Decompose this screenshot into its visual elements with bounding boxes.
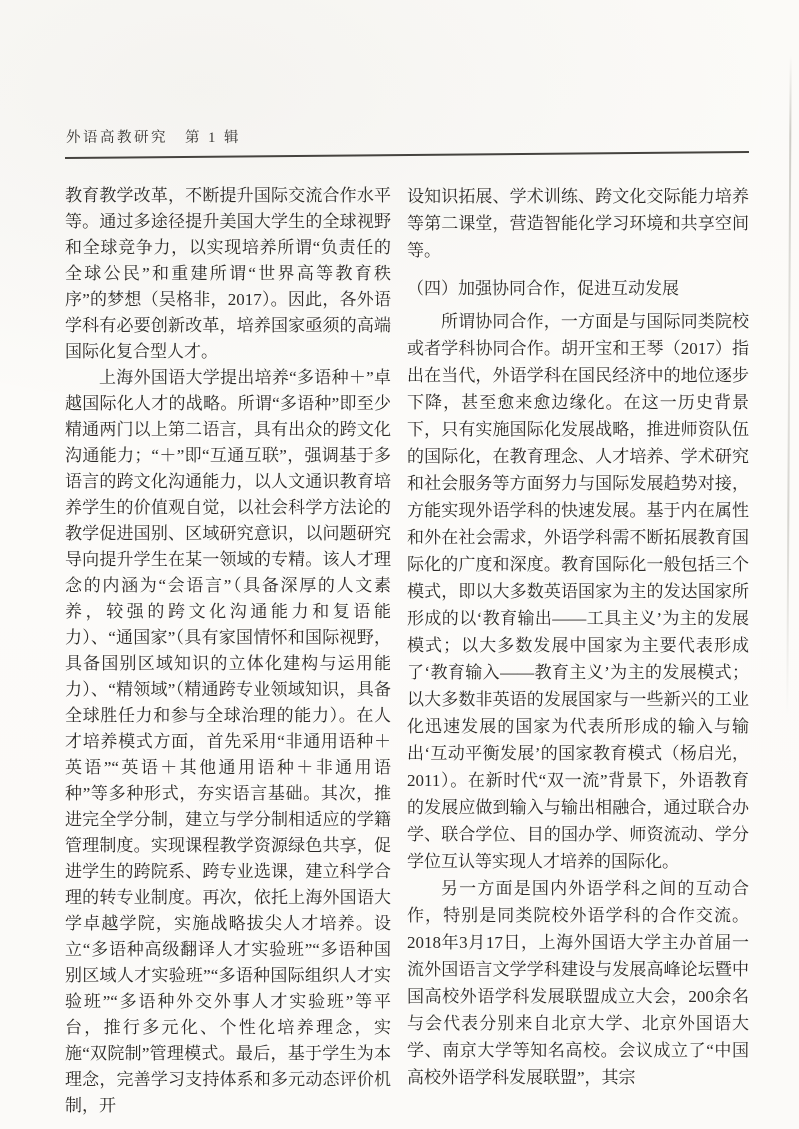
right-paragraph-continuation: 设知识拓展、学术训练、跨文化交际能力培养等第二课堂，营造智能化学习环境和共享空间等。	[407, 187, 749, 260]
right-paragraph-3: 另一方面是国内外语学科之间的互动合作，特别是同类院校外语学科的合作交流。2018年3月17日，上海外国语大学主办首届一流外国语言文学学科建设与发展高峰论坛暨中国高校外语学科发展联盟成立大会，200余名与会代表分别来自北京大学、北京外国语大学、南京大学等知名高校。会议成立了“中国高校外语学科发展联盟”，其宗	[407, 879, 749, 1087]
left-paragraph-continuation: 教育教学改革，不断提升国际交流合作水平等。通过多途径提升美国大学生的全球视野和全球竞争力，以实现培养所谓“负责任的全球公民”和重建所谓“世界高等教育秩序”的梦想（吴格非，2017）。因此，各外语学科有必要创新改革，培养国家亟须的高端国际化复合型人才。	[65, 186, 391, 361]
left-paragraph-2: 上海外国语大学提出培养“多语种＋”卓越国际化人才的战略。所谓“多语种”即至少精通两门以上第二语言，具有出众的跨文化沟通能力；“＋”即“互通互联”，强调基于多语言的跨文化沟通能力，以人文通识教育培养学生的价值观自觉，以社会科学方法论的教学促进国别、区域研究意识，以问题研究导向提升学生在某一领域的专精。该人才理念的内涵为“会语言”（具备深厚的人文素养，较强的跨文化沟通能力和复语能力）、“通国家”（具有家国情怀和国际视野，具备国别区域知识的立体化建构与运用能力）、“精领域”（精通跨专业领域知识，具备全球胜任力和参与全球治理的能力）。在人才培养模式方面，首先采用“非通用语种＋英语”“英语＋其他通用语种＋非通用语种”等多种形式，夯实语言基础。其次，推进完全学分制，建立与学分制相适应的学籍管理制度。实现课程教学资源绿色共享，促进学生的跨院系、跨专业选课，建立科学合理的转专业制度。再次，依托上海外国语大学卓越学院，实施战略拔尖人才培养。设立“多语种高级翻译人才实验班”“多语种国别区域人才实验班”“多语种国际组织人才实验班”“多语种外交外事人才实验班”等平台，推行多元化、个性化培养理念，实施“双院制”管理模式。最后，基于学生为本理念，完善学习支持体系和多元动态评价机制，开	[65, 368, 391, 1115]
page-edge-crease	[786, 55, 791, 715]
right-paragraph-2: 所谓协同合作，一方面是与国际同类院校或者学科协同合作。胡开宝和王琴（2017）指出在当代，外语学科在国民经济中的地位逐步下降，甚至愈来愈边缘化。在这一历史背景下，只有实施国际化发展战略，推进师资队伍的国际化，在教育理念、人才培养、学术研究和社会服务等方面努力与国际发展趋势对接，方能实现外语学科的快速发展。基于内在属性和外在社会需求，外语学科需不断拓展教育国际化的广度和深度。教育国际化一般包括三个模式，即以大多数英语国家为主的发达国家所形成的以‘教育输出——工具主义’为主的发展模式；以大多数发展中国家为主要代表形成了‘教育输入——教育主义’为主的发展模式；以大多数非英语的发展国家与一些新兴的工业化迅速发展的国家为代表所形成的输入与输出‘互动平衡发展’的国家教育模式（杨启光，2011）。在新时代“双一流”背景下，外语教育的发展应做到输入与输出相融合，通过联合办学、联合学位、目的国办学、师资流动、学分学位互认等实现人才培养的国际化。	[407, 312, 749, 871]
right-column	[407, 183, 749, 1119]
text-columns	[65, 183, 749, 1119]
header-rule	[65, 151, 749, 159]
section-heading-4: （四）加强协同合作，促进互动发展	[407, 279, 679, 298]
left-column	[65, 183, 391, 1119]
running-head: 外语高教研究 第 1 辑	[66, 130, 241, 146]
